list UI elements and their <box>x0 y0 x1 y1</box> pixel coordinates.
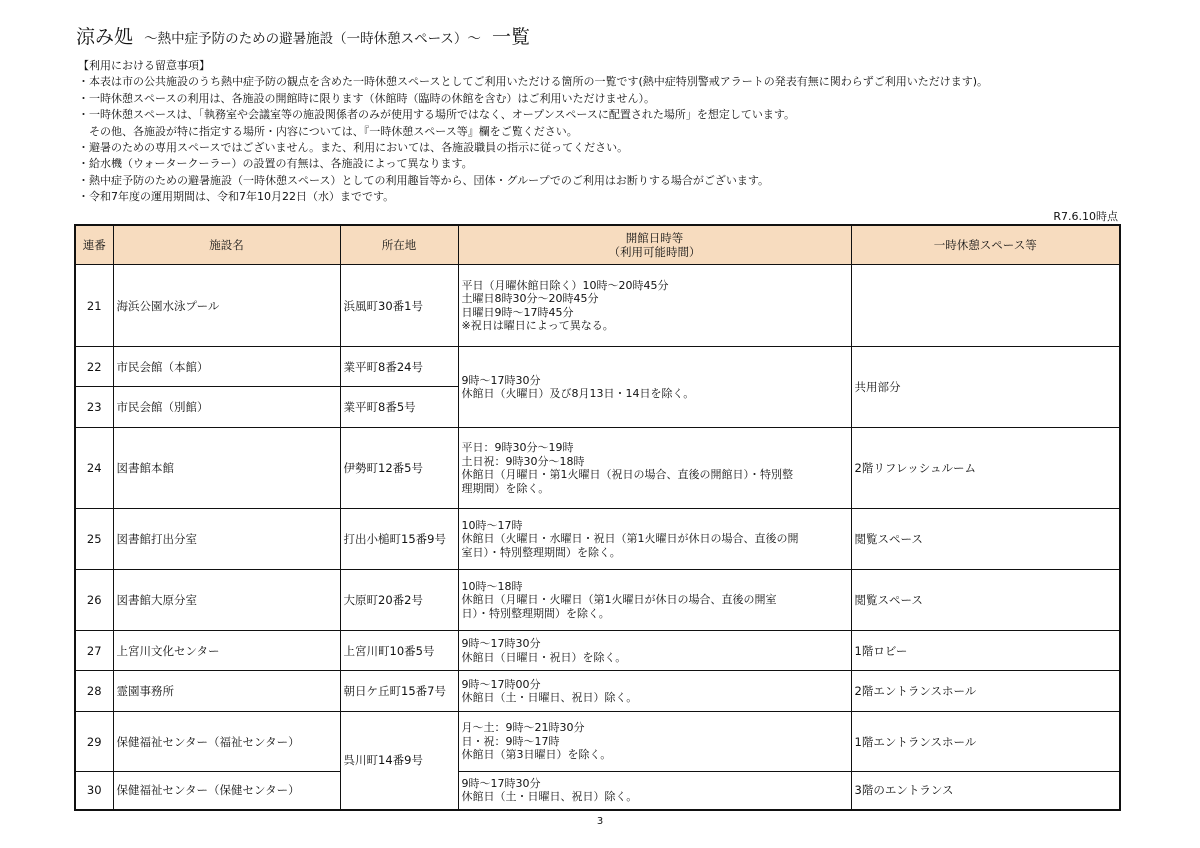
cell-name: 海浜公園水泳プール <box>113 265 340 347</box>
table-row <box>75 347 1120 387</box>
notes-heading: 【利用における留意事項】 <box>78 59 210 72</box>
cell-space: 3階のエントランス <box>851 772 1120 810</box>
hours-line: 日曜日9時～17時45分 <box>461 305 574 319</box>
cell-name: 保健福祉センター（保健センター） <box>113 772 340 810</box>
cell-space: 共用部分 <box>851 347 1120 428</box>
cell-address: 大原町20番2号 <box>340 570 458 631</box>
note-line: ・令和7年度の運用期間は、令和7年10月22日（水）までです。 <box>78 190 395 204</box>
table-header-row <box>75 225 1120 265</box>
cell-address: 朝日ケ丘町15番7号 <box>340 671 458 712</box>
header-num: 連番 <box>75 225 113 265</box>
hours-line: 日）・特別整理期間）を除く。 <box>461 606 610 620</box>
hours-line: 休館日（土・日曜日、祝日）除く。 <box>461 691 638 704</box>
hours-line: 休館日（火曜日）及び8月13日・14日を除く。 <box>461 387 695 400</box>
note-line: ・給水機（ウォータークーラー）の設置の有無は、各施設によって異なります。 <box>78 157 473 171</box>
page-title <box>76 22 530 49</box>
title-main: 涼み処 <box>76 26 134 48</box>
hours-line: 平日：9時30分～19時 <box>461 441 574 454</box>
header-hours-line: （利用可能時間） <box>608 245 701 259</box>
hours-line: 土日祝：9時30分～18時 <box>461 454 585 468</box>
hours-line: 休館日（火曜日・水曜日・祝日（第1火曜日が休日の場合、直後の開 <box>461 532 799 546</box>
cell-hours <box>458 712 851 772</box>
cell-num: 29 <box>75 712 113 772</box>
header-hours <box>458 225 851 265</box>
header-name: 施設名 <box>113 225 340 265</box>
cell-name: 市民会館（本館） <box>113 347 340 387</box>
cell-space: 2階リフレッシュルーム <box>851 428 1120 509</box>
cell-name: 図書館打出分室 <box>113 509 340 570</box>
page-number: 3 <box>596 816 604 827</box>
hours-line: 休館日（日曜日・祝日）を除く。 <box>461 650 627 664</box>
cell-hours <box>458 428 851 509</box>
hours-line: 9時～17時30分 <box>461 373 541 387</box>
cell-address: 呉川町14番9号 <box>340 712 458 810</box>
hours-line: 休館日（土・日曜日、祝日）除く。 <box>461 790 638 804</box>
hours-line: 休館日（第3日曜日）を除く。 <box>461 748 612 762</box>
title-subtitle: ～熱中症予防のための避暑施設（一時休憩スペース）～ <box>144 31 481 47</box>
facilities-table <box>74 224 1121 811</box>
table-row <box>75 631 1120 671</box>
hours-line: 平日（月曜休館日除く）10時～20時45分 <box>461 278 669 292</box>
cell-num: 27 <box>75 631 113 671</box>
cell-hours <box>458 570 851 631</box>
hours-line: 10時～18時 <box>461 579 523 593</box>
hours-line: 理期間）を除く。 <box>461 481 550 495</box>
hours-line: 9時～17時30分 <box>461 637 541 650</box>
note-line: ・熱中症予防のための避暑施設（一時休憩スペース）としての利用趣旨等から、団体・グループでのご利用はお断りする場合がございます。 <box>78 173 770 187</box>
cell-num: 23 <box>75 387 113 428</box>
cell-space: 1階エントランスホール <box>851 712 1120 772</box>
note-line: ・避暑のための専用スペースではございません。また、利用においては、各施設職員の指示に従ってください。 <box>78 141 629 155</box>
cell-hours <box>458 509 851 570</box>
cell-num: 30 <box>75 772 113 810</box>
table-row <box>75 712 1120 772</box>
cell-space: 閲覧スペース <box>851 509 1120 570</box>
table-row <box>75 772 1120 810</box>
cell-num: 22 <box>75 347 113 387</box>
usage-notes <box>78 58 1138 206</box>
cell-num: 24 <box>75 428 113 509</box>
cell-name: 図書館本館 <box>113 428 340 509</box>
cell-space: 閲覧スペース <box>851 570 1120 631</box>
header-address: 所在地 <box>340 225 458 265</box>
cell-address: 業平町8番5号 <box>340 387 458 428</box>
cell-num: 21 <box>75 265 113 347</box>
cell-address: 業平町8番24号 <box>340 347 458 387</box>
cell-address: 打出小槌町15番9号 <box>340 509 458 570</box>
cell-num: 25 <box>75 509 113 570</box>
cell-hours <box>458 671 851 712</box>
note-line: ・本表は市の公共施設のうち熱中症予防の観点を含めた一時休憩スペースとしてご利用いただける箇所の一覧です(熱中症特別警戒アラートの発表有無に関わらずご利用いただけます)。 <box>78 75 989 89</box>
cell-address: 浜風町30番1号 <box>340 265 458 347</box>
cell-space <box>851 265 1120 347</box>
hours-line: 月～土：9時～21時30分 <box>461 721 585 735</box>
header-space: 一時休憩スペース等 <box>851 225 1120 265</box>
cell-hours <box>458 772 851 810</box>
cell-name: 図書館大原分室 <box>113 570 340 631</box>
cell-name: 市民会館（別館） <box>113 387 340 428</box>
hours-line: 室日）・特別整理期間）を除く。 <box>461 545 621 559</box>
cell-address: 上宮川町10番5号 <box>340 631 458 671</box>
hours-line: ※祝日は曜日によって異なる。 <box>461 319 614 332</box>
table-row <box>75 509 1120 570</box>
hours-line: 9時～17時30分 <box>461 776 541 790</box>
hours-line: 休館日（月曜日・火曜日（第1火曜日が休日の場合、直後の開室 <box>461 593 777 607</box>
cell-space: 2階エントランスホール <box>851 671 1120 712</box>
cell-address: 伊勢町12番5号 <box>340 428 458 509</box>
cell-name: 上宮川文化センター <box>113 631 340 671</box>
title-suffix: 一覧 <box>492 26 531 48</box>
header-hours-line: 開館日時等 <box>625 231 684 245</box>
note-line: その他、各施設が特に指定する場所・内容については、『一時休憩スペース等』欄をご覧ください。 <box>78 124 578 138</box>
hours-line: 日・祝：9時～17時 <box>461 734 560 748</box>
table-row <box>75 570 1120 631</box>
cell-num: 28 <box>75 671 113 712</box>
cell-space: 1階ロビー <box>851 631 1120 671</box>
cell-hours <box>458 631 851 671</box>
table-row <box>75 428 1120 509</box>
hours-line: 9時～17時00分 <box>461 677 541 691</box>
table-row <box>75 265 1120 347</box>
note-line: ・一時休憩スペースの利用は、各施設の開館時に限ります（休館時（臨時の休館を含む）はご利用いただけません）。 <box>78 91 655 105</box>
hours-line: 休館日（月曜日・第1火曜日（祝日の場合、直後の開館日）・特別整 <box>461 468 793 481</box>
hours-line: 土曜日8時30分～20時45分 <box>461 292 599 305</box>
cell-num: 26 <box>75 570 113 631</box>
cell-hours <box>458 347 851 428</box>
cell-name: 霊園事務所 <box>113 671 340 712</box>
hours-line: 10時～17時 <box>461 518 523 532</box>
note-line: ・一時休憩スペースは、「執務室や会議室等の施設関係者のみが使用する場所ではなく、オープンスペースに配置された場所」を想定しています。 <box>78 108 795 122</box>
as-of-date: R7.6.10時点 <box>1053 210 1118 223</box>
cell-name: 保健福祉センター（福祉センター） <box>113 712 340 772</box>
table-row <box>75 671 1120 712</box>
cell-hours <box>458 265 851 347</box>
